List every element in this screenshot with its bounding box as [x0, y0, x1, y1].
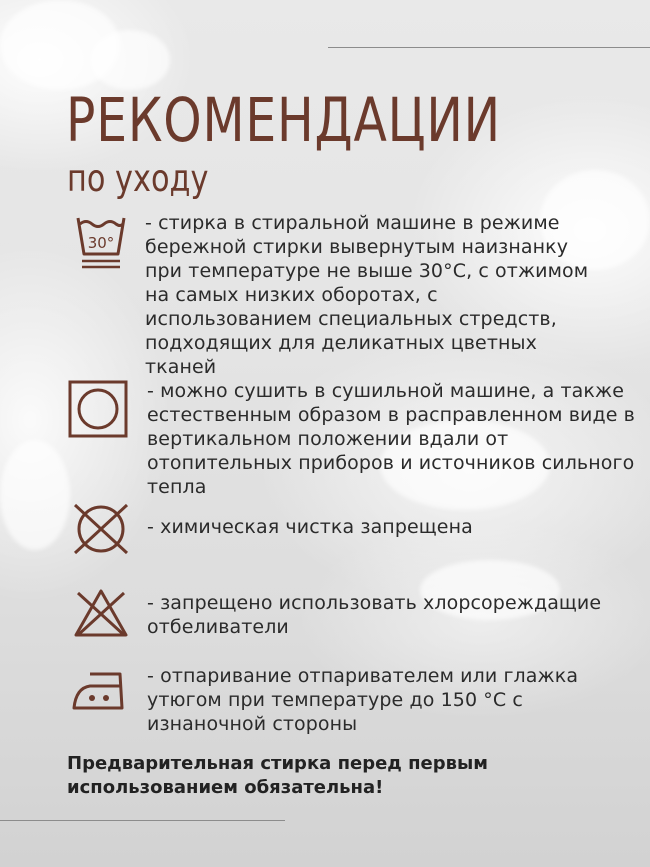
iron-icon	[70, 668, 132, 714]
bottom-divider	[0, 820, 285, 821]
wash-temperature-label: 30°	[87, 234, 115, 252]
page-subtitle: по уходу	[67, 157, 209, 200]
tumble-dry-icon	[68, 380, 128, 438]
background-flower	[0, 440, 70, 550]
no-bleach-icon	[72, 587, 130, 639]
background-flower	[90, 30, 170, 90]
top-divider	[328, 47, 650, 48]
wash-30-gentle-icon	[75, 210, 127, 270]
care-item-text: - можно сушить в сушильной машине, а также естественным образом в расправленном виде в вертикальном положении вдали от отопительных приборов и источников сильного тепла	[147, 380, 635, 498]
prewash-note: Предварительная стирка перед первым использованием обязательна!	[67, 753, 489, 798]
page-title: РЕКОМЕНДАЦИИ	[66, 85, 501, 156]
care-item-text: - химическая чистка запрещена	[147, 516, 473, 538]
no-dry-clean-icon	[70, 502, 132, 556]
care-item-text: - отпаривание отпаривателем или глажка утюгом при температуре до 150 °С с изнаночной стороны	[147, 665, 579, 735]
care-item-text: - запрещено использовать хлорсореждащие отбеливатели	[147, 592, 602, 638]
care-item-text: - стирка в стиральной машине в режиме бережной стирки вывернутым наизнанку при температуре не выше 30°С, с отжимом на самых низких оборотах, с использованием специальных стредств, подходящих для деликатных цветных тканей	[145, 212, 589, 378]
